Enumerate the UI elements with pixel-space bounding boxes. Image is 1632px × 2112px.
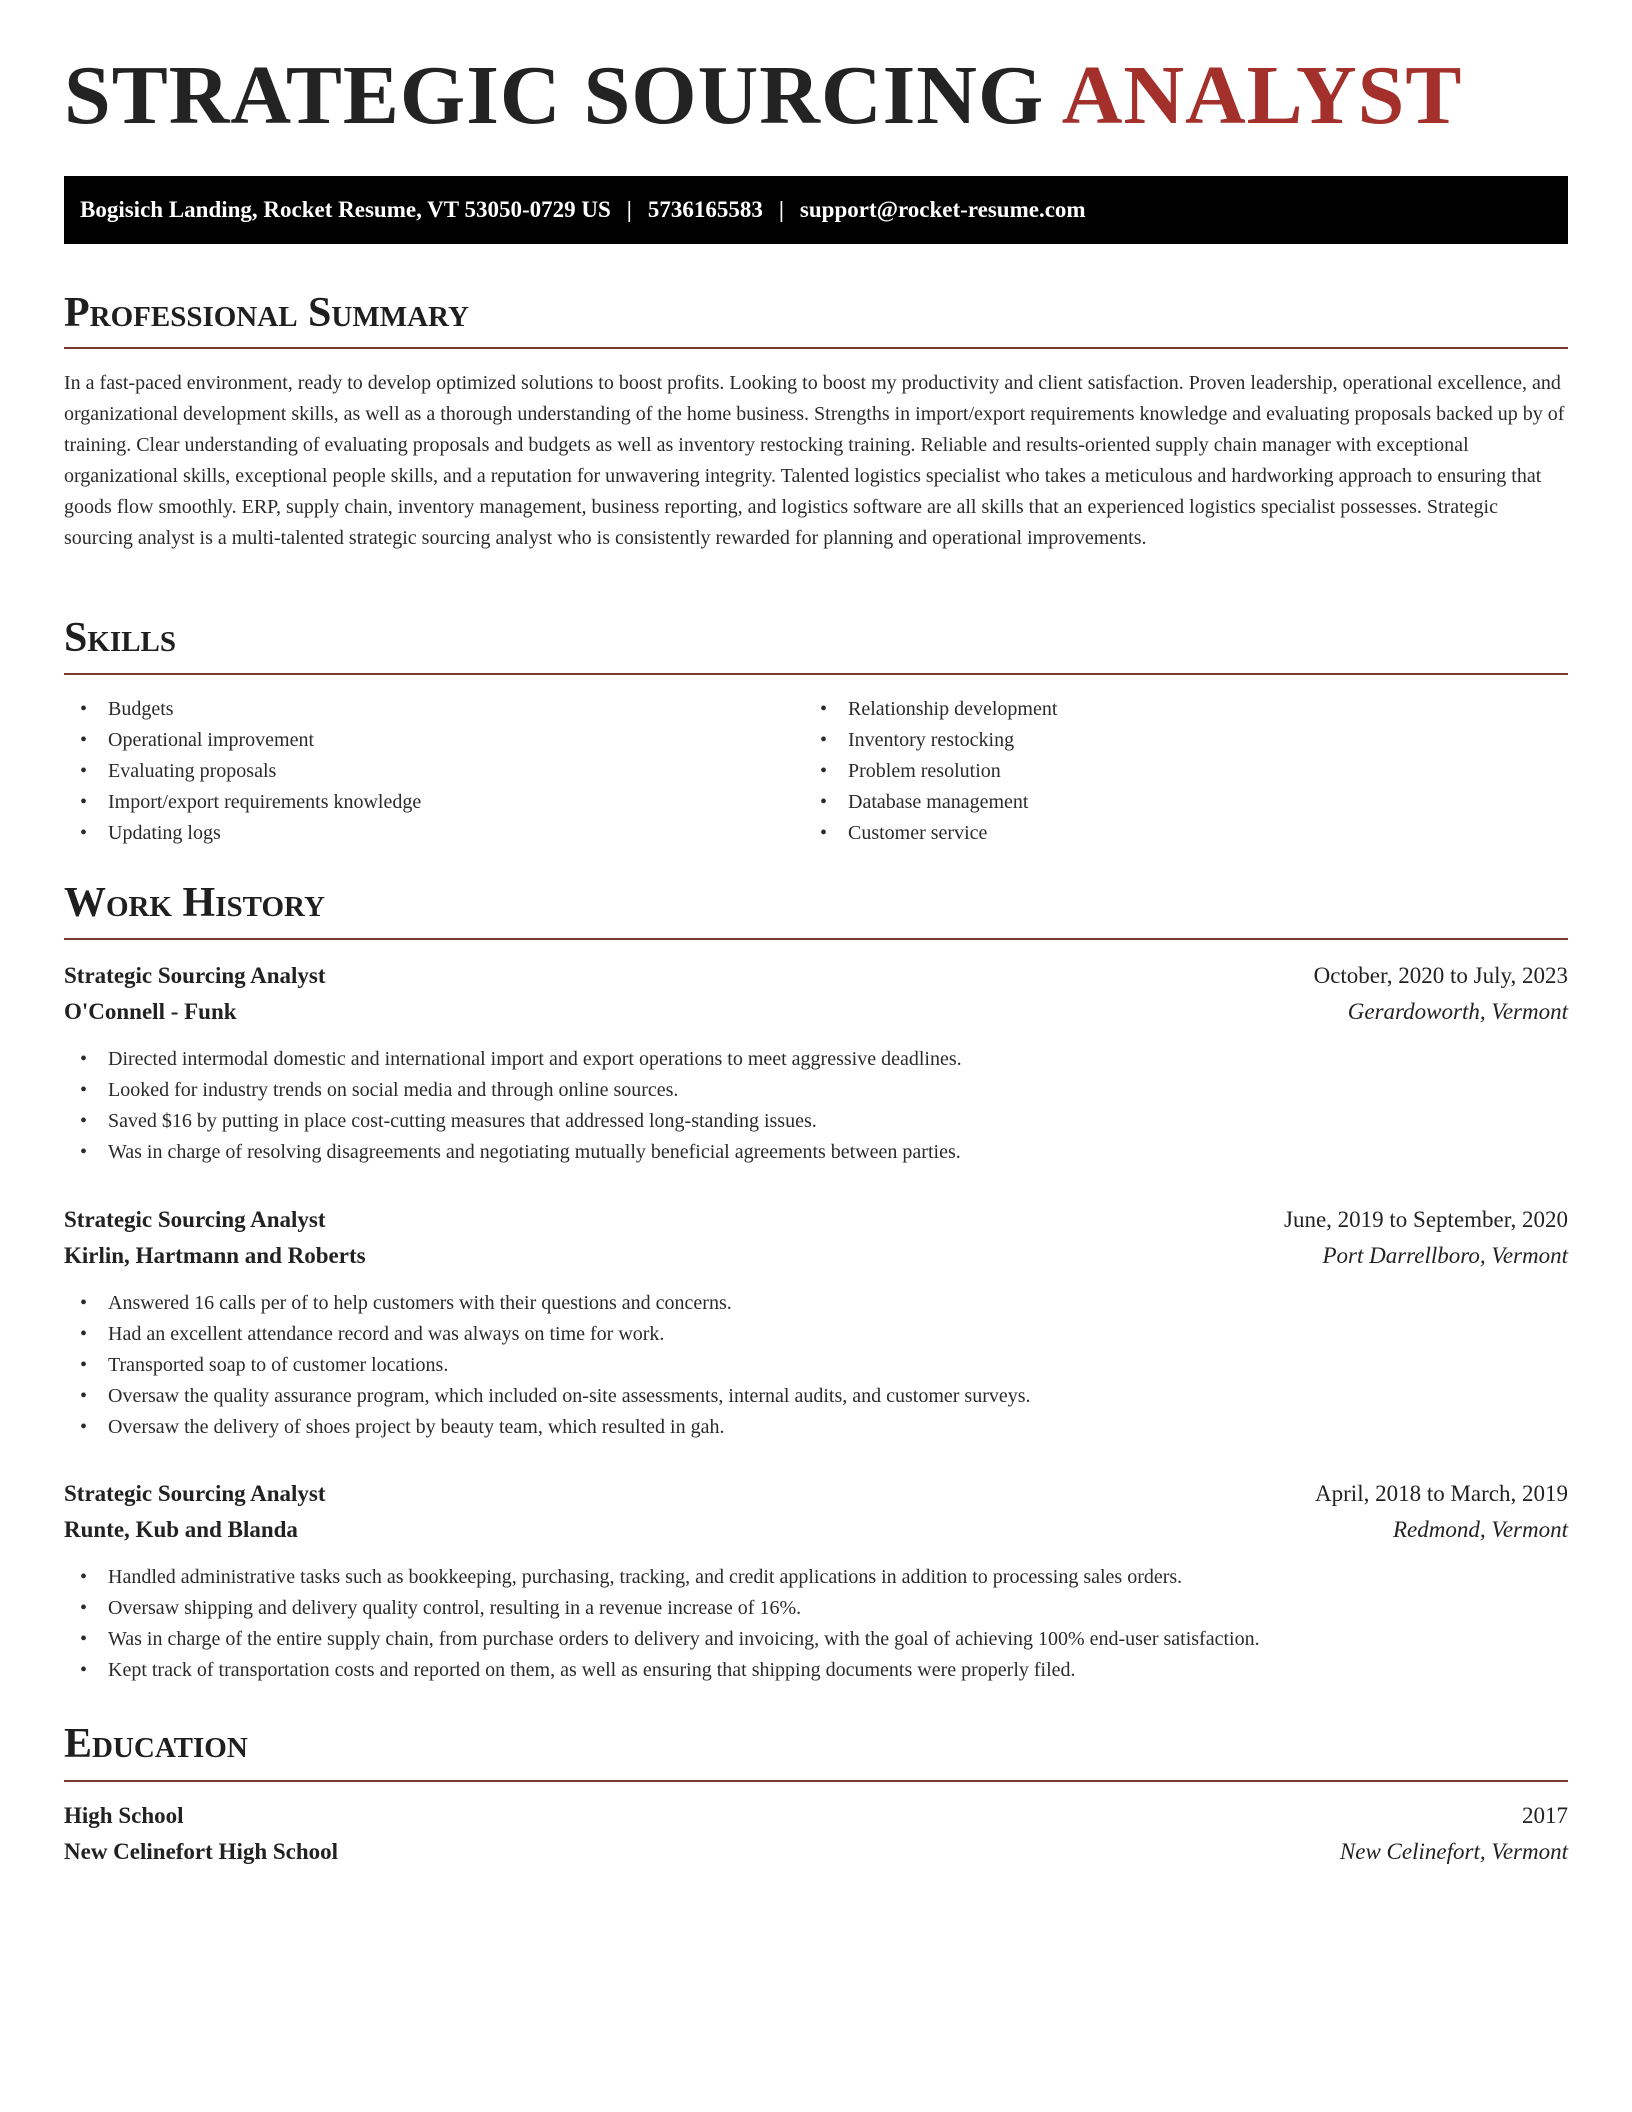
job-company: Runte, Kub and Blanda bbox=[64, 1517, 298, 1542]
education-school: New Celinefort High School bbox=[64, 1839, 339, 1864]
job-bullets bbox=[64, 1044, 1568, 1168]
job-entry bbox=[64, 1202, 1568, 1443]
job-bullet: • Transported soap to of customer locations. bbox=[64, 1350, 1568, 1381]
skill-item: • Inventory restocking bbox=[804, 725, 1564, 756]
job-company: Kirlin, Hartmann and Roberts bbox=[64, 1243, 366, 1268]
skills-divider bbox=[64, 673, 1568, 675]
skill-item: • Operational improvement bbox=[64, 725, 804, 756]
title-part-2: ANALYST bbox=[1061, 49, 1463, 142]
job-bullet: • Saved $16 by putting in place cost-cutting measures that addressed long-standing issues. bbox=[64, 1106, 1568, 1137]
skills-heading: Skills bbox=[64, 615, 177, 661]
summary-divider bbox=[64, 347, 1568, 349]
job-dates: April, 2018 to March, 2019 bbox=[1315, 1481, 1568, 1506]
job-location: Redmond, Vermont bbox=[1392, 1517, 1568, 1542]
education-entry bbox=[64, 1798, 1568, 1870]
summary-text: In a fast-paced environment, ready to develop optimized solutions to boost profits. Looking to boost my productivity and client satisfaction. Proven leadership, operational excellence, and organizational development skills, as well as a thorough understanding of the home business. Strengths in import/export requirements knowledge and evaluating proposals backed up by of training. Clear understanding of evaluating proposals and budgets as well as inventory restocking training. Reliable and results-oriented supply chain manager with exceptional organizational skills, exceptional people skills, and a reputation for unwavering integrity. Talented logistics specialist who takes a meticulous and hardworking approach to ensuring that goods flow smoothly. ERP, supply chain, inventory management, business reporting, and logistics software are all skills that an experienced logistics specialist possesses. Strategic sourcing analyst is a multi-talented strategic sourcing analyst who is consistently rewarded for planning and operational improvements. bbox=[64, 372, 1565, 549]
contact-separator: | bbox=[778, 197, 784, 222]
skill-item: • Evaluating proposals bbox=[64, 756, 804, 787]
resume-title bbox=[64, 49, 1463, 142]
skill-item: • Budgets bbox=[64, 694, 804, 725]
job-title: Strategic Sourcing Analyst bbox=[64, 963, 326, 988]
education-degree: High School bbox=[64, 1803, 184, 1828]
job-location: Gerardoworth, Vermont bbox=[1347, 999, 1568, 1024]
job-bullet: • Had an excellent attendance record and was always on time for work. bbox=[64, 1319, 1568, 1350]
skill-item: • Relationship development bbox=[804, 694, 1564, 725]
skills-list-left bbox=[64, 694, 804, 849]
education-location: New Celinefort, Vermont bbox=[1339, 1839, 1568, 1864]
job-company: O'Connell - Funk bbox=[64, 999, 237, 1024]
skill-item: • Database management bbox=[804, 787, 1564, 818]
contact-email[interactable]: support@rocket-resume.com bbox=[799, 197, 1086, 222]
education-divider bbox=[64, 1780, 1568, 1782]
education-heading: Education bbox=[64, 1721, 248, 1767]
job-bullet: • Was in charge of the entire supply chain, from purchase orders to delivery and invoicing, with the goal of achieving 100% end-user satisfaction. bbox=[64, 1624, 1568, 1655]
skill-item: • Import/export requirements knowledge bbox=[64, 787, 804, 818]
job-bullet: • Oversaw the quality assurance program, which included on-site assessments, internal audits, and customer surveys. bbox=[64, 1381, 1568, 1412]
job-bullet: • Oversaw shipping and delivery quality control, resulting in a revenue increase of 16%. bbox=[64, 1593, 1568, 1624]
skill-item: • Customer service bbox=[804, 818, 1564, 849]
job-bullet: • Answered 16 calls per of to help customers with their questions and concerns. bbox=[64, 1288, 1568, 1319]
work-divider bbox=[64, 938, 1568, 940]
job-bullet: • Kept track of transportation costs and reported on them, as well as ensuring that shipping documents were properly filed. bbox=[64, 1655, 1568, 1686]
job-bullet: • Was in charge of resolving disagreements and negotiating mutually beneficial agreements between parties. bbox=[64, 1137, 1568, 1168]
skill-item: • Problem resolution bbox=[804, 756, 1564, 787]
job-bullet: • Looked for industry trends on social media and through online sources. bbox=[64, 1075, 1568, 1106]
education-year: 2017 bbox=[1522, 1803, 1568, 1828]
skill-item: • Updating logs bbox=[64, 818, 804, 849]
job-bullet: • Oversaw the delivery of shoes project by beauty team, which resulted in gah. bbox=[64, 1412, 1568, 1443]
job-title: Strategic Sourcing Analyst bbox=[64, 1481, 326, 1506]
job-bullet: • Directed intermodal domestic and international import and export operations to meet aggressive deadlines. bbox=[64, 1044, 1568, 1075]
title-part-1: STRATEGIC SOURCING bbox=[64, 49, 1045, 142]
job-entry bbox=[64, 958, 1568, 1168]
job-bullets bbox=[64, 1288, 1568, 1443]
summary-heading: Professional Summary bbox=[64, 290, 469, 336]
job-dates: October, 2020 to July, 2023 bbox=[1313, 963, 1568, 988]
contact-separator: | bbox=[626, 197, 632, 222]
work-heading: Work History bbox=[64, 880, 325, 926]
job-bullets bbox=[64, 1562, 1568, 1686]
job-title: Strategic Sourcing Analyst bbox=[64, 1207, 326, 1232]
job-bullet: • Handled administrative tasks such as bookkeeping, purchasing, tracking, and credit applications in addition to processing sales orders. bbox=[64, 1562, 1568, 1593]
job-location: Port Darrellboro, Vermont bbox=[1322, 1243, 1568, 1268]
job-dates: June, 2019 to September, 2020 bbox=[1284, 1207, 1568, 1232]
skills-list-right bbox=[804, 694, 1564, 849]
contact-bar bbox=[64, 176, 1568, 244]
job-entry bbox=[64, 1476, 1568, 1686]
contact-phone[interactable]: 5736165583 bbox=[647, 197, 763, 222]
contact-address: Bogisich Landing, Rocket Resume, VT 53050-0729 US bbox=[80, 197, 611, 222]
